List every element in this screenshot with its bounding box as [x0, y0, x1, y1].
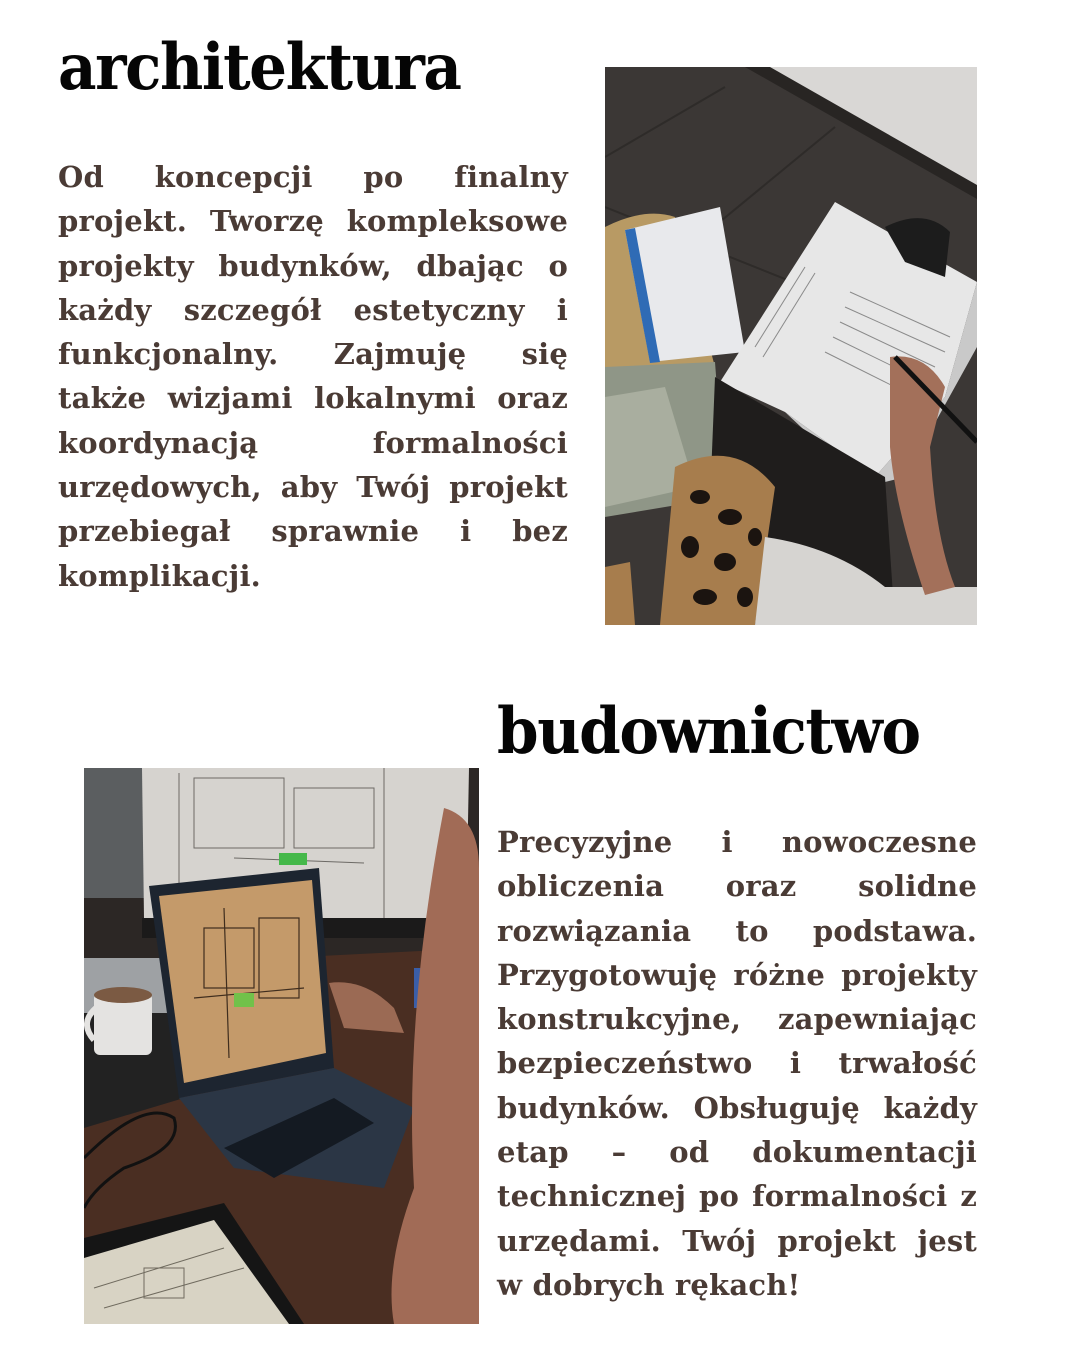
- photo-cad-workstation: [84, 768, 479, 1324]
- photo-document-review: [605, 67, 977, 625]
- section-heading-budownictwo: budownictwo: [497, 694, 920, 769]
- section-body-budownictwo: Precyzyjne i nowoczesne obliczenia oraz solidne rozwiązania to podstawa. Przygotowuję różne projekty konstrukcyjne, zapewniając bezpieczeństwo i trwałość budynków. Obsługuję każdy etap – od dokumentacji technicznej po formalności z urzędami. Twój projekt jest w dobrych rękach!: [497, 825, 977, 1302]
- section-body-architektura: Od koncepcji po finalny projekt. Tworzę kompleksowe projekty budynków, dbając o każdy szczegół estetyczny i funkcjonalny. Zajmuję się także wizjami lokalnymi oraz koordynacją formalności urzędowych, aby Twój projekt przebiegał sprawnie i bez komplikacji.: [58, 160, 568, 593]
- photo-cad-workstation-image: [84, 768, 479, 1324]
- photo-document-review-image: [605, 67, 977, 625]
- section-heading-architektura: architektura: [58, 30, 461, 105]
